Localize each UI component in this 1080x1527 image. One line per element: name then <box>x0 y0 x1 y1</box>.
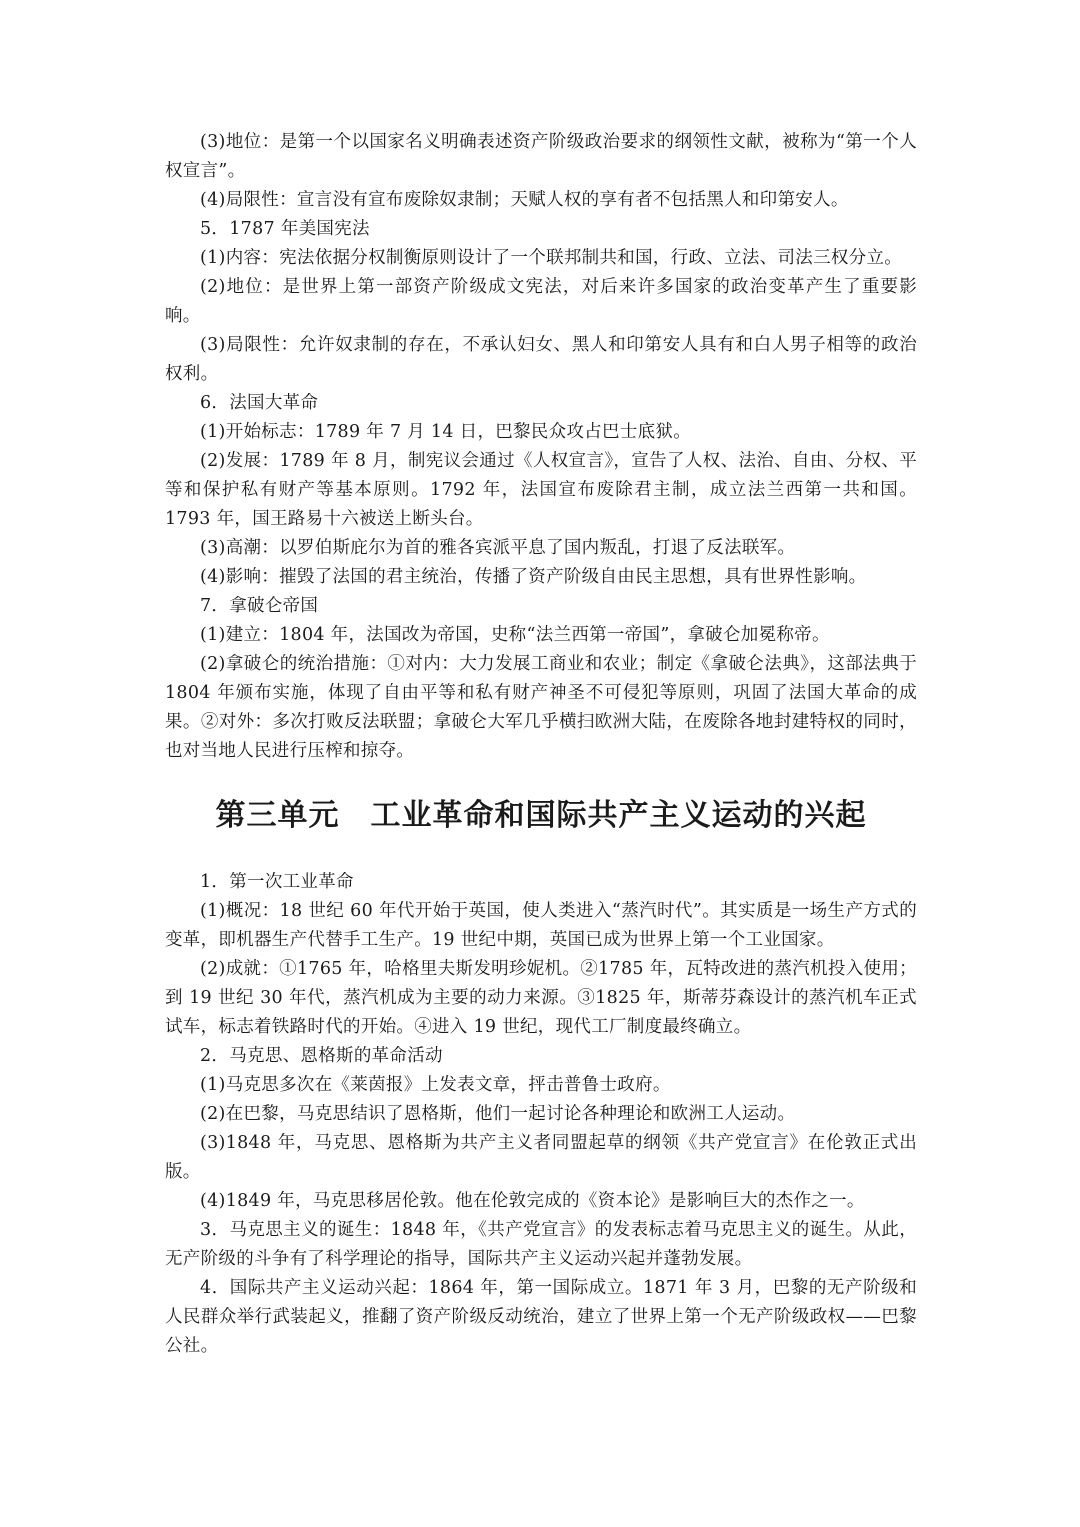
paragraph: (2)在巴黎，马克思结识了恩格斯，他们一起讨论各种理论和欧洲工人运动。 <box>200 1104 796 1124</box>
section-unit-two-continued <box>165 128 917 766</box>
unit-title: 第三单元 工业革命和国际共产主义运动的兴起 <box>215 798 867 833</box>
section-heading: 6．法国大革命 <box>200 393 319 413</box>
paragraph: (1)内容：宪法依据分权制衡原则设计了一个联邦制共和国，行政、立法、司法三权分立。 <box>200 248 903 268</box>
paragraph: 4．国际共产主义运动兴起：1864 年，第一国际成立。1871 年 3 月，巴黎的无产阶级和人民群众举行武装起义，推翻了资产阶级反动统治，建立了世界上第一个无产阶级政权——巴黎公社。 <box>165 1278 917 1356</box>
paragraph: (1)建立：1804 年，法国改为帝国，史称“法兰西第一帝国”，拿破仑加冕称帝。 <box>200 625 830 645</box>
paragraph: (2)地位：是世界上第一部资产阶级成文宪法，对后来许多国家的政治变革产生了重要影响。 <box>165 277 917 326</box>
paragraph: (3)高潮：以罗伯斯庇尔为首的雅各宾派平息了国内叛乱，打退了反法联军。 <box>200 538 796 558</box>
paragraph: 3．马克思主义的诞生：1848 年，《共产党宣言》的发表标志着马克思主义的诞生。从此，无产阶级的斗争有了科学理论的指导，国际共产主义运动兴起并蓬勃发展。 <box>165 1220 917 1269</box>
paragraph: (3)1848 年，马克思、恩格斯为共产主义者同盟起草的纲领《共产党宣言》在伦敦正式出版。 <box>165 1133 917 1182</box>
paragraph: (4)影响：摧毁了法国的君主统治，传播了资产阶级自由民主思想，具有世界性影响。 <box>200 567 867 587</box>
section-heading: 7．拿破仑帝国 <box>200 596 319 616</box>
paragraph: (2)发展：1789 年 8 月，制宪议会通过《人权宣言》，宣告了人权、法治、自由、分权、平等和保护私有财产等基本原则。1792 年，法国宣布废除君主制，成立法兰西第一共和国。1793 年，国王路易十六被送上断头台。 <box>165 451 917 529</box>
paragraph: (1)马克思多次在《莱茵报》上发表文章，抨击普鲁士政府。 <box>200 1075 671 1095</box>
paragraph: (1)开始标志：1789 年 7 月 14 日，巴黎民众攻占巴士底狱。 <box>200 422 692 442</box>
section-heading: 2．马克思、恩格斯的革命活动 <box>200 1046 443 1066</box>
section-heading: 5．1787 年美国宪法 <box>200 219 370 239</box>
paragraph: (4)局限性：宣言没有宣布废除奴隶制；天赋人权的享有者不包括黑人和印第安人。 <box>200 190 849 210</box>
paragraph: (2)拿破仑的统治措施：①对内：大力发展工商业和农业；制定《拿破仑法典》，这部法典于 1804 年颁布实施，体现了自由平等和私有财产神圣不可侵犯等原则，巩固了法国大革命的成果。②对外：多次打败反法联盟；拿破仑大军几乎横扫欧洲大陆，在废除各地封建特权的同时，也对当地人民进行压榨和掠夺。 <box>165 654 917 761</box>
paragraph: (1)概况：18 世纪 60 年代开始于英国，使人类进入“蒸汽时代”。其实质是一场生产方式的变革，即机器生产代替手工生产。19 世纪中期，英国已成为世界上第一个工业国家。 <box>165 901 917 950</box>
paragraph: (2)成就：①1765 年，哈格里夫斯发明珍妮机。②1785 年，瓦特改进的蒸汽机投入使用；到 19 世纪 30 年代，蒸汽机成为主要的动力来源。③1825 年，斯蒂芬森设计的蒸汽机车正式试车，标志着铁路时代的开始。④进入 19 世纪，现代工厂制度最终确立。 <box>165 959 917 1037</box>
section-heading: 1．第一次工业革命 <box>200 872 354 892</box>
paragraph: (3)局限性：允许奴隶制的存在，不承认妇女、黑人和印第安人具有和白人男子相等的政治权利。 <box>165 335 917 384</box>
section-unit-three <box>165 868 917 1361</box>
document-page <box>165 128 917 1361</box>
paragraph: (4)1849 年，马克思移居伦敦。他在伦敦完成的《资本论》是影响巨大的杰作之一。 <box>200 1191 865 1211</box>
paragraph: (3)地位：是第一个以国家名义明确表述资产阶级政治要求的纲领性文献，被称为“第一个人权宣言”。 <box>165 132 917 181</box>
